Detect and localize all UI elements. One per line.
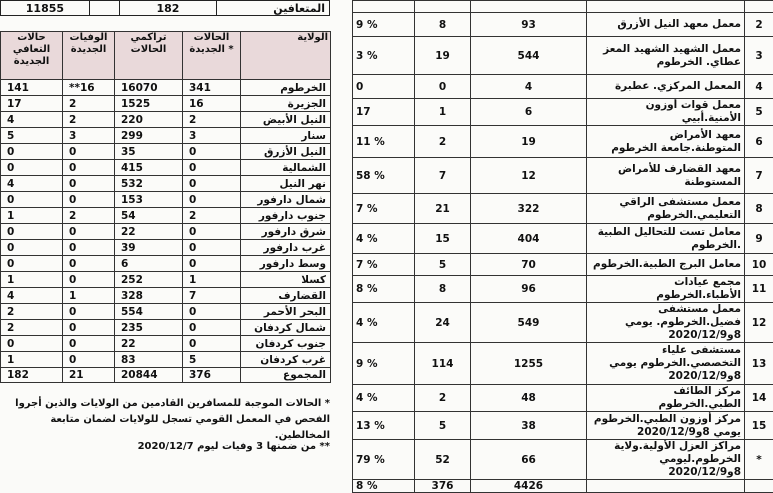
summary-label: المتعافين	[217, 1, 330, 16]
cell-lab: المعمل المركزي. عطبرة	[587, 75, 745, 99]
cell-idx: 5	[745, 99, 773, 126]
cell-pos: 114	[415, 343, 471, 385]
cell-cum: 20844	[115, 368, 183, 383]
cell-deaths: 0	[63, 272, 115, 288]
cell-name: نهر النيل	[241, 176, 331, 192]
cell-tests: 93	[471, 13, 587, 37]
cell-tests: 19	[471, 126, 587, 158]
cell-lab	[587, 1, 745, 13]
cell-tests: 12	[471, 158, 587, 194]
cell-recovered: 2	[1, 320, 63, 336]
cell-lab: معمل معهد النيل الأزرق	[587, 13, 745, 37]
cell-deaths: 2	[63, 112, 115, 128]
cell-pct: 4 %	[353, 303, 415, 343]
cell-new: 0	[183, 192, 241, 208]
cell-lab: معامل البرج الطبية.الخرطوم	[587, 254, 745, 276]
cell-tests: 322	[471, 194, 587, 224]
cell-pct: 8 %	[353, 480, 415, 493]
cell-pct: 13 %	[353, 412, 415, 440]
col-deaths: الوفيات الجديدة	[63, 32, 115, 80]
cell-new: 16	[183, 96, 241, 112]
table-row	[353, 126, 773, 158]
cell-deaths: 0	[63, 224, 115, 240]
cell-recovered: 0	[1, 240, 63, 256]
cell-recovered: 0	[1, 144, 63, 160]
cell-tests: 38	[471, 412, 587, 440]
cell-tests: 4	[471, 75, 587, 99]
cell-lab: مركز الطائف الطبي.الخرطوم	[587, 385, 745, 412]
cell-pct	[353, 1, 415, 13]
cell-pct: 9 %	[353, 13, 415, 37]
cell-name: شمال دارفور	[241, 192, 331, 208]
cell-deaths: 0	[63, 144, 115, 160]
cell-recovered: 5	[1, 128, 63, 144]
cell-cum: 6	[115, 256, 183, 272]
cell-cum: 39	[115, 240, 183, 256]
table-row	[1, 208, 331, 224]
cell-deaths: 0	[63, 320, 115, 336]
cell-pos: 15	[415, 224, 471, 254]
cell-idx: 8	[745, 194, 773, 224]
cell-deaths: 2	[63, 208, 115, 224]
cell-cum: 299	[115, 128, 183, 144]
cell-tests: 6	[471, 99, 587, 126]
cell-cum: 415	[115, 160, 183, 176]
cell-cum: 220	[115, 112, 183, 128]
cell-name: جنوب دارفور	[241, 208, 331, 224]
cell-lab: معهد الأمراض المتوطنة.جامعة الخرطوم	[587, 126, 745, 158]
cell-lab	[587, 480, 745, 493]
table-row	[353, 343, 773, 385]
cell-new: 376	[183, 368, 241, 383]
cell-name: البحر الأحمر	[241, 304, 331, 320]
cell-cum: 532	[115, 176, 183, 192]
summary-value-a: 182	[119, 1, 217, 16]
cell-pct: 17	[353, 99, 415, 126]
cell-pct: 3 %	[353, 37, 415, 75]
cell-name: النيل الأبيض	[241, 112, 331, 128]
cell-idx: 3	[745, 37, 773, 75]
table-row	[353, 254, 773, 276]
table-row	[353, 13, 773, 37]
cell-idx: 15	[745, 412, 773, 440]
cell-cum: 83	[115, 352, 183, 368]
cell-cum: 252	[115, 272, 183, 288]
cell-pos: 1	[415, 99, 471, 126]
col-cumulative: تراكمي الحالات	[115, 32, 183, 80]
recovered-summary-strip	[0, 0, 330, 16]
cell-idx: 9	[745, 224, 773, 254]
cell-idx	[745, 1, 773, 13]
col-state: الولاية	[241, 32, 331, 80]
table-row	[1, 128, 331, 144]
cell-idx: 11	[745, 276, 773, 303]
cell-name: الشمالية	[241, 160, 331, 176]
cell-tests: 96	[471, 276, 587, 303]
summary-value-b: 11855	[1, 1, 90, 16]
cell-new: 2	[183, 112, 241, 128]
cell-cum: 16070	[115, 80, 183, 96]
cell-pos: 7	[415, 158, 471, 194]
table-row	[353, 480, 773, 493]
cell-deaths: 0	[63, 160, 115, 176]
cell-recovered: 0	[1, 336, 63, 352]
table-row	[1, 304, 331, 320]
cell-recovered: 2	[1, 304, 63, 320]
cell-pos: 24	[415, 303, 471, 343]
cell-deaths: 21	[63, 368, 115, 383]
cell-cum: 1525	[115, 96, 183, 112]
cell-lab: معهد القضارف للأمراض المستوطنة	[587, 158, 745, 194]
table-row	[1, 336, 331, 352]
cell-deaths: 0	[63, 192, 115, 208]
cell-recovered: 1	[1, 208, 63, 224]
cell-new: 0	[183, 320, 241, 336]
cell-idx: 4	[745, 75, 773, 99]
cell-recovered: 1	[1, 352, 63, 368]
cell-lab: معمل الشهيد الشهيد المعز عطاي. الخرطوم	[587, 37, 745, 75]
cell-deaths: 0	[63, 176, 115, 192]
table-row	[353, 412, 773, 440]
cell-name: الجزيرة	[241, 96, 331, 112]
footnote-travellers: * الحالات الموجبة للمسافرين القادمين من الولايات والذين أجروا الفحص في المعمل القومي تسجل للولايات لضمان متابعة المخالطين.	[0, 396, 330, 444]
cell-idx: 2	[745, 13, 773, 37]
cell-lab: مراكز العزل الأولية.ولاية الخرطوم.ليومي 8و2020/12/9	[587, 440, 745, 480]
cell-tests: 1255	[471, 343, 587, 385]
col-recovered: حالات التعافي الجديدة	[1, 32, 63, 80]
cell-new: 0	[183, 224, 241, 240]
cell-pct: 9 %	[353, 343, 415, 385]
cell-idx: 6	[745, 126, 773, 158]
table-row	[1, 288, 331, 304]
cell-new: 2	[183, 208, 241, 224]
cell-tests: 48	[471, 385, 587, 412]
cell-name: شمال كردفان	[241, 320, 331, 336]
labs-table	[352, 0, 773, 493]
cell-tests: 549	[471, 303, 587, 343]
table-row	[1, 144, 331, 160]
table-row	[1, 192, 331, 208]
cell-idx: 12	[745, 303, 773, 343]
cell-pos: 2	[415, 385, 471, 412]
cell-pos: 19	[415, 37, 471, 75]
footnote-deaths: ** من ضمنها 3 وفيات ليوم 2020/12/7	[0, 441, 330, 452]
cell-name: كسلا	[241, 272, 331, 288]
cell-cum: 54	[115, 208, 183, 224]
cell-new: 0	[183, 240, 241, 256]
cell-deaths: 2	[63, 96, 115, 112]
cell-cum: 235	[115, 320, 183, 336]
cell-cum: 22	[115, 336, 183, 352]
cell-lab: مجمع عيادات الأطباء.الخرطوم	[587, 276, 745, 303]
table-row	[1, 160, 331, 176]
table-row	[1, 112, 331, 128]
cell-cum: 35	[115, 144, 183, 160]
cell-new: 3	[183, 128, 241, 144]
table-row	[353, 99, 773, 126]
cell-name: وسط دارفور	[241, 256, 331, 272]
cell-new: 0	[183, 336, 241, 352]
cell-recovered: 0	[1, 256, 63, 272]
cell-recovered: 0	[1, 160, 63, 176]
cell-idx: 10	[745, 254, 773, 276]
cell-new: 0	[183, 160, 241, 176]
cell-name: غرب كردفان	[241, 352, 331, 368]
cell-tests: 66	[471, 440, 587, 480]
cell-lab: معامل تست للتحاليل الطبية .الخرطوم	[587, 224, 745, 254]
cell-cum: 22	[115, 224, 183, 240]
cell-pos: 21	[415, 194, 471, 224]
cell-lab: معمل قوات أوزون الأمنية.أبيي	[587, 99, 745, 126]
cell-lab: مستشفى علياء التخصصي.الخرطوم يومي 8و2020/12/9	[587, 343, 745, 385]
cell-cum: 554	[115, 304, 183, 320]
cell-pos: 0	[415, 75, 471, 99]
table-row	[353, 440, 773, 480]
cell-recovered: 4	[1, 176, 63, 192]
cell-recovered: 1	[1, 272, 63, 288]
cell-deaths: 0	[63, 336, 115, 352]
cell-idx	[745, 480, 773, 493]
cell-recovered: 141	[1, 80, 63, 96]
cell-pos	[415, 1, 471, 13]
cell-new: 0	[183, 176, 241, 192]
col-new: الحالات الجديدة *	[183, 32, 241, 80]
cell-pos: 5	[415, 254, 471, 276]
cell-new: 1	[183, 272, 241, 288]
table-row	[1, 320, 331, 336]
cell-name: القضارف	[241, 288, 331, 304]
cell-pct: 11 %	[353, 126, 415, 158]
cell-pct: 8 %	[353, 276, 415, 303]
table-row	[1, 96, 331, 112]
cell-tests: 544	[471, 37, 587, 75]
cell-deaths: **16	[63, 80, 115, 96]
cell-pos: 8	[415, 276, 471, 303]
cell-lab: معمل مستشفى فضيل.الخرطوم. يومي 8و2020/12/9	[587, 303, 745, 343]
cell-deaths: 0	[63, 256, 115, 272]
table-row	[353, 37, 773, 75]
cell-name: الخرطوم	[241, 80, 331, 96]
cell-name: سنار	[241, 128, 331, 144]
cell-recovered: 4	[1, 288, 63, 304]
cell-pct: 7 %	[353, 254, 415, 276]
cell-cum: 153	[115, 192, 183, 208]
cell-deaths: 3	[63, 128, 115, 144]
cell-new: 5	[183, 352, 241, 368]
cell-idx: 13	[745, 343, 773, 385]
table-row	[1, 256, 331, 272]
cell-deaths: 1	[63, 288, 115, 304]
table-row	[1, 272, 331, 288]
cell-tests	[471, 1, 587, 13]
cell-idx: 7	[745, 158, 773, 194]
cell-pos: 52	[415, 440, 471, 480]
cell-pos: 8	[415, 13, 471, 37]
cell-pos: 2	[415, 126, 471, 158]
cell-deaths: 0	[63, 304, 115, 320]
cell-recovered: 0	[1, 192, 63, 208]
cell-lab: معمل مستشفى الراقي التعليمي.الخرطوم	[587, 194, 745, 224]
table-row	[353, 158, 773, 194]
table-row	[1, 240, 331, 256]
table-row	[353, 1, 773, 13]
table-row	[353, 224, 773, 254]
cell-pct: 7 %	[353, 194, 415, 224]
cell-new: 0	[183, 304, 241, 320]
cell-new: 7	[183, 288, 241, 304]
table-row	[1, 80, 331, 96]
cell-name: المجموع	[241, 368, 331, 383]
table-row	[1, 352, 331, 368]
states-total-row	[1, 368, 331, 383]
cell-cum: 328	[115, 288, 183, 304]
cell-pct: 58 %	[353, 158, 415, 194]
cell-recovered: 4	[1, 112, 63, 128]
states-table	[0, 31, 331, 383]
cell-recovered: 182	[1, 368, 63, 383]
cell-idx: *	[745, 440, 773, 480]
table-row	[353, 303, 773, 343]
table-row	[1, 176, 331, 192]
cell-idx: 14	[745, 385, 773, 412]
cell-tests: 404	[471, 224, 587, 254]
table-row	[353, 276, 773, 303]
cell-pos: 5	[415, 412, 471, 440]
table-row	[1, 224, 331, 240]
cell-tests: 4426	[471, 480, 587, 493]
cell-pct: 79 %	[353, 440, 415, 480]
table-row	[353, 194, 773, 224]
cell-pos: 376	[415, 480, 471, 493]
cell-deaths: 0	[63, 352, 115, 368]
cell-name: جنوب كردفان	[241, 336, 331, 352]
cell-new: 0	[183, 144, 241, 160]
cell-name: غرب دارفور	[241, 240, 331, 256]
table-row	[353, 385, 773, 412]
cell-pct: 4 %	[353, 224, 415, 254]
cell-name: شرق دارفور	[241, 224, 331, 240]
cell-tests: 70	[471, 254, 587, 276]
cell-new: 341	[183, 80, 241, 96]
cell-new: 0	[183, 256, 241, 272]
cell-pct: 4 %	[353, 385, 415, 412]
cell-recovered: 17	[1, 96, 63, 112]
cell-recovered: 0	[1, 224, 63, 240]
cell-deaths: 0	[63, 240, 115, 256]
table-row	[353, 75, 773, 99]
cell-lab: مركز أوزون الطبي.الخرطوم يومي 8و2020/12/9	[587, 412, 745, 440]
cell-pct: 0	[353, 75, 415, 99]
cell-name: النيل الأزرق	[241, 144, 331, 160]
